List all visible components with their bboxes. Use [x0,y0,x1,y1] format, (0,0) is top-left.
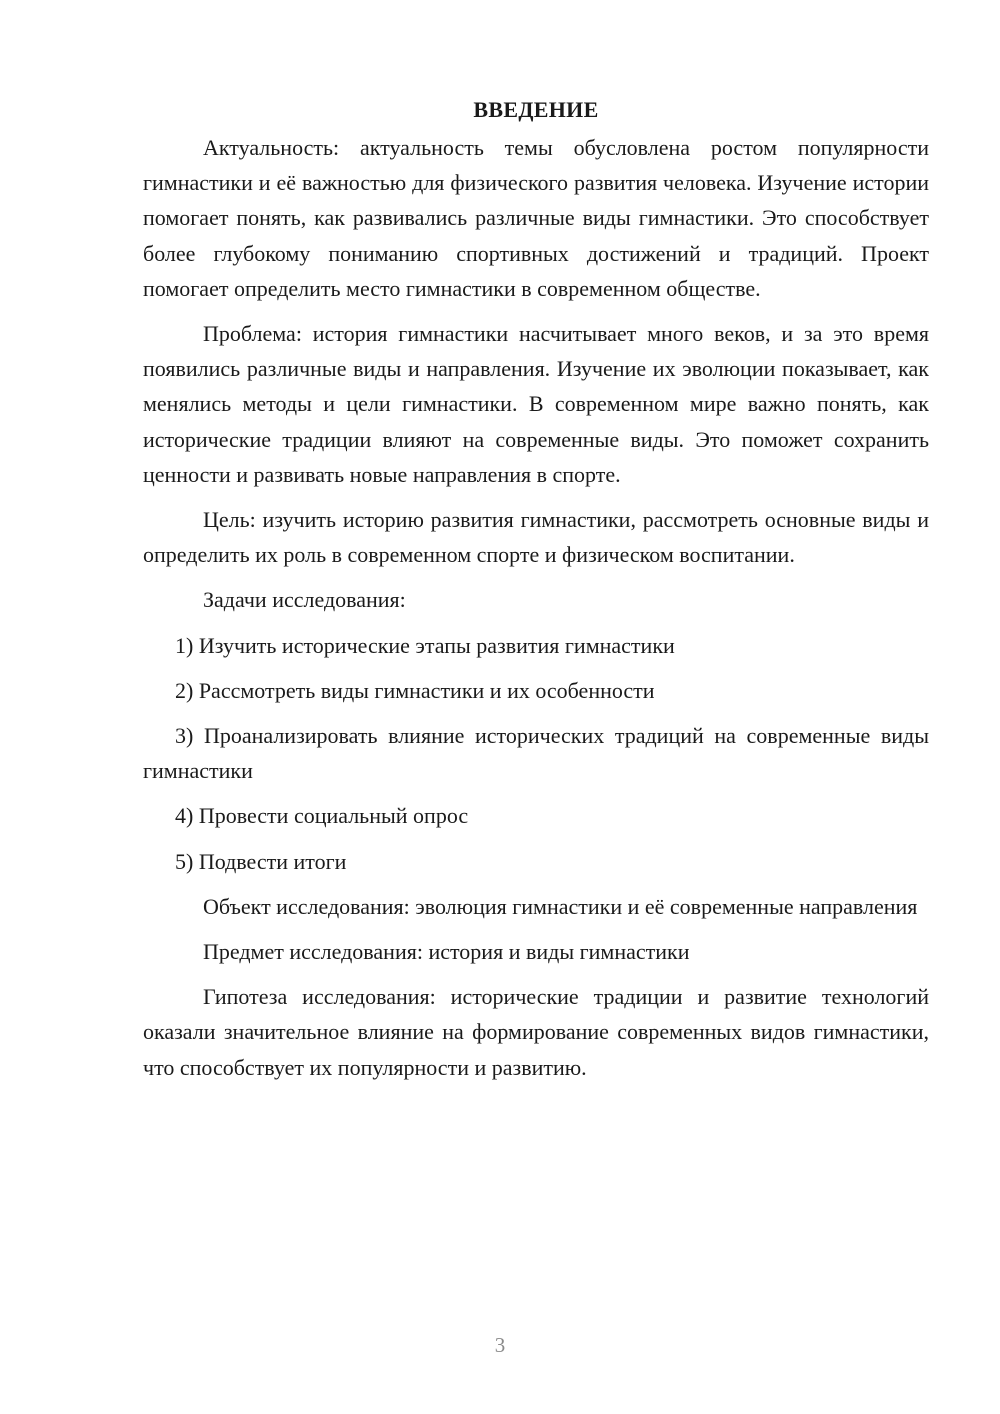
list-item: 4) Провести социальный опрос [175,803,469,829]
list-item: 1) Изучить исторические этапы развития гимнастики [175,632,675,658]
paragraph-subject: Предмет исследования: история и виды гимнастики [203,939,690,965]
paragraph-relevance: Актуальность: актуальность темы обусловлена ростом популярности гимнастики и её важностью для физического развития человека. Изучение истории помогает понять, как развивались различные виды гимнастики. Это способствует более глубокому пониманию спортивных достижений и традиций. Проект помогает определить место гимнастики в современном обществе. [143,135,929,301]
tasks-heading: Задачи исследования: [203,587,406,613]
paragraph-goal: Цель: изучить историю развития гимнастики, рассмотреть основные виды и определить их роль в современном спорте и физическом воспитании. [143,507,929,568]
paragraph-object: Объект исследования: эволюция гимнастики и её современные направления [203,893,918,919]
list-item: 3) Проанализировать влияние исторических традиций на современные виды гимнастики [143,723,929,784]
paragraph-hypothesis: Гипотеза исследования: исторические традиции и развитие технологий оказали значительное влияние на формирование современных видов гимнастики, что способствует их популярности и развитию. [143,984,929,1080]
page-title: ВВЕДЕНИЕ [473,97,599,122]
tasks-list [143,628,929,879]
document-page [143,92,929,1095]
list-item: 5) Подвести итоги [175,848,347,874]
page-number: 3 [494,1333,506,1357]
paragraph-problem: Проблема: история гимнастики насчитывает много веков, и за это время появились различные виды и направления. Изучение их эволюции показывает, как менялись методы и цели гимнастики. В современном мире важно понять, как исторические традиции влияют на современные виды. Это поможет сохранить ценности и развивать новые направления в спорте. [143,321,929,487]
list-item: 2) Рассмотреть виды гимнастики и их особенности [175,677,655,703]
